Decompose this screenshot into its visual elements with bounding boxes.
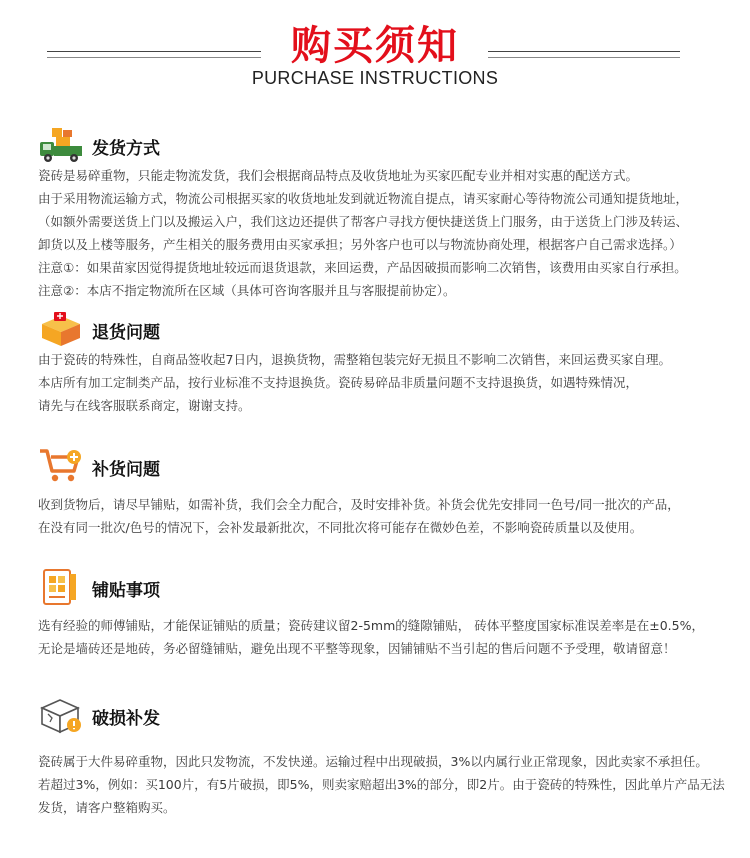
body-line: 由于瓷砖的特殊性，自商品签收起7日内，退换货物，需整箱包装完好无损且不影响二次销售，来回运费买家自理。 xyxy=(38,352,671,367)
body-line: 在没有同一批次/色号的情况下，会补发最新批次，不同批次将可能存在微妙色差，不影响瓷砖质量以及使用。 xyxy=(38,520,643,535)
section-body xyxy=(38,750,728,819)
return-box-icon xyxy=(38,310,84,348)
broken-box-icon xyxy=(38,696,84,734)
body-line: 若超过3%，例如：买100片，有5片破损，即5%，则卖家赔超出3%的部分，即2片。由于瓷砖的特殊性，因此单片产品无法 xyxy=(38,777,725,792)
body-line: 由于采用物流运输方式，物流公司根据买家的收货地址发到就近物流自提点，请买家耐心等待物流公司通知提货地址， xyxy=(38,191,689,206)
section-header xyxy=(38,126,728,164)
tile-document-icon xyxy=(38,568,84,606)
section-body xyxy=(38,164,728,302)
shopping-cart-icon xyxy=(38,447,84,485)
section-shipping xyxy=(38,126,728,302)
body-line: 注意②：本店不指定物流所在区域（具体可咨询客服并且与客服提前协定）。 xyxy=(38,283,456,298)
section-title: 退货问题 xyxy=(92,323,160,343)
section-title: 破损补发 xyxy=(92,709,160,729)
body-line: 无论是墙砖还是地砖，务必留缝铺贴，避免出现不平整等现象，因铺铺贴不当引起的售后问题不予受理，敬请留意！ xyxy=(38,641,676,656)
section-body xyxy=(38,493,728,539)
section-breakage xyxy=(38,696,728,819)
body-line: 发货，请客户整箱购买。 xyxy=(38,800,176,815)
body-line: （如额外需要送货上门以及搬运入户，我们这边还提供了帮客户寻找方便快捷送货上门服务，由于送货上门涉及转运、 xyxy=(38,214,689,229)
page-header xyxy=(0,0,750,100)
delivery-truck-icon xyxy=(38,126,84,164)
section-returns xyxy=(38,310,728,417)
section-header xyxy=(38,696,728,734)
section-body xyxy=(38,614,728,660)
section-title: 发货方式 xyxy=(92,139,160,159)
section-header xyxy=(38,447,728,485)
section-header xyxy=(38,568,728,606)
body-line: 请先与在线客服联系商定，谢谢支持。 xyxy=(38,398,251,413)
page-title: 购买须知 xyxy=(291,23,459,69)
page-subtitle: PURCHASE INSTRUCTIONS xyxy=(251,68,499,88)
body-line: 瓷砖属于大件易碎重物，因此只发物流，不发快递。运输过程中出现破损，3%以内属行业正常现象，因此卖家不承担任。 xyxy=(38,754,708,769)
body-line: 本店所有加工定制类产品，按行业标准不支持退换货。瓷砖易碎品非质量问题不支持退换货，如遇特殊情况， xyxy=(38,375,639,390)
section-tiling xyxy=(38,568,728,660)
body-line: 收到货物后，请尽早铺贴，如需补货，我们会全力配合，及时安排补货。补货会优先安排同一色号/同一批次的产品， xyxy=(38,497,680,512)
body-line: 卸货以及上楼等服务，产生相关的服务费用由买家承担；另外客户也可以与物流协商处理，根据客户自己需求选择。） xyxy=(38,237,682,252)
section-body xyxy=(38,348,728,417)
body-line: 注意①：如果苗家因觉得提货地址较远而退货退款，来回运费，产品因破损而影响二次销售，该费用由买家自行承担。 xyxy=(38,260,687,275)
section-header xyxy=(38,310,728,348)
body-line: 选有经验的师傅铺贴，才能保证铺贴的质量；瓷砖建议留2-5mm的缝隙铺贴， 砖体平整度国家标准误差率是在±0.5%， xyxy=(38,618,704,633)
section-restock xyxy=(38,447,728,539)
section-title: 铺贴事项 xyxy=(92,581,160,601)
body-line: 瓷砖是易碎重物，只能走物流发货，我们会根据商品特点及收货地址为买家匹配专业并相对实惠的配送方式。 xyxy=(38,168,639,183)
section-title: 补货问题 xyxy=(92,460,160,480)
